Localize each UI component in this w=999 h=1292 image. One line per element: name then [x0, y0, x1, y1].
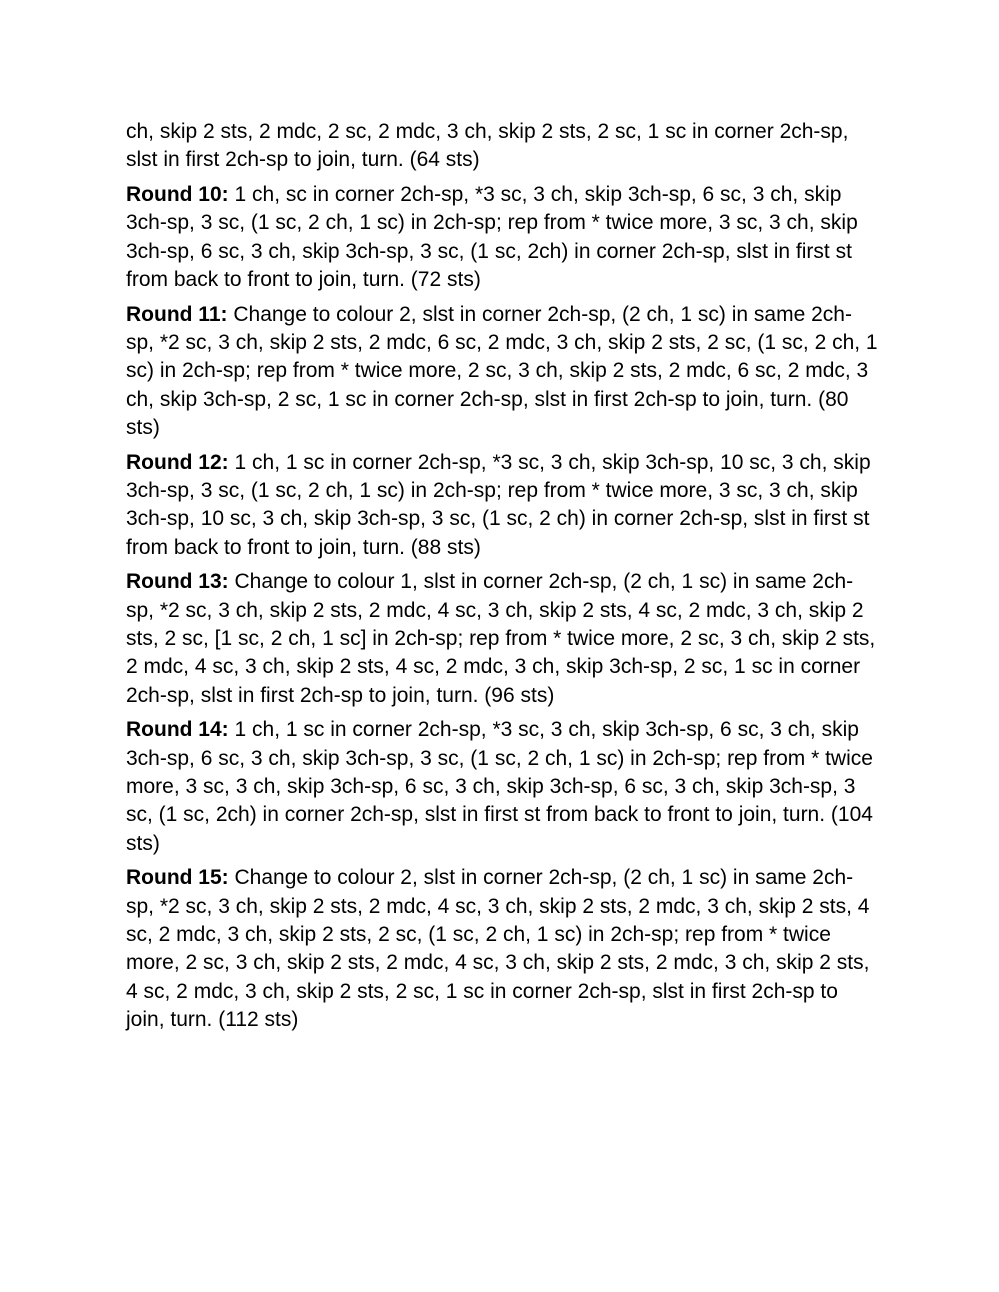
- round-instructions: Change to colour 2, slst in corner 2ch-sp, (2 ch, 1 sc) in same 2ch-sp, *2 sc, 3 ch, skip 2 sts, 2 mdc, 4 sc, 3 ch, skip 2 sts, 2 mdc, 3 ch, skip 2 sts, 4 sc, 2 mdc, 3 ch, skip 2 sts, 2 sc, (1 sc, 2 ch, 1 sc) in 2ch-sp; rep from * twice more, 2 sc, 3 ch, skip 2 sts, 2 mdc, 4 sc, 3 ch, skip 2 sts, 2 mdc, 3 ch, skip 2 sts, 4 sc, 2 mdc, 3 ch, skip 2 sts, 2 sc, 1 sc in corner 2ch-sp, slst in first 2ch-sp to join, turn. (112 sts): [126, 866, 870, 1031]
- round-instructions: 1 ch, 1 sc in corner 2ch-sp, *3 sc, 3 ch, skip 3ch-sp, 6 sc, 3 ch, skip 3ch-sp, 6 sc, 3 ch, skip 3ch-sp, 3 sc, (1 sc, 2 ch, 1 sc) in 2ch-sp; rep from * twice more, 3 sc, 3 ch, skip 3ch-sp, 6 sc, 3 ch, skip 3ch-sp, 6 sc, 3 ch, skip 3ch-sp, 3 sc, (1 sc, 2ch) in corner 2ch-sp, slst in first st from back to front to join, turn. (104 sts): [126, 718, 873, 855]
- round-instructions: ch, skip 2 sts, 2 mdc, 2 sc, 2 mdc, 3 ch, skip 2 sts, 2 sc, 1 sc in corner 2ch-sp, slst in first 2ch-sp to join, turn. (64 sts): [126, 120, 849, 172]
- round-label: Round 12:: [126, 450, 229, 474]
- round-instructions: 1 ch, 1 sc in corner 2ch-sp, *3 sc, 3 ch, skip 3ch-sp, 10 sc, 3 ch, skip 3ch-sp, 3 sc, (1 sc, 2 ch, 1 sc) in 2ch-sp; rep from * twice more, 3 sc, 3 ch, skip 3ch-sp, 10 sc, 3 ch, skip 3ch-sp, 3 sc, (1 sc, 2 ch) in corner 2ch-sp, slst in first st from back to front to join, turn. (88 sts): [126, 450, 871, 559]
- paragraph-round-14: [126, 716, 878, 857]
- round-label: Round 14:: [126, 718, 229, 742]
- paragraph-round-9-continued: [126, 118, 878, 175]
- round-label: Round 13:: [126, 570, 229, 594]
- paragraph-round-13: [126, 568, 878, 709]
- round-instructions: 1 ch, sc in corner 2ch-sp, *3 sc, 3 ch, skip 3ch-sp, 6 sc, 3 ch, skip 3ch-sp, 3 sc, (1 sc, 2 ch, 1 sc) in 2ch-sp; rep from * twice more, 3 sc, 3 ch, skip 3ch-sp, 6 sc, 3 ch, skip 3ch-sp, 3 sc, (1 sc, 2ch) in corner 2ch-sp, slst in first st from back to front to join, turn. (72 sts): [126, 183, 858, 291]
- round-label: Round 15:: [126, 866, 229, 890]
- round-instructions: Change to colour 1, slst in corner 2ch-sp, (2 ch, 1 sc) in same 2ch-sp, *2 sc, 3 ch, skip 2 sts, 2 mdc, 4 sc, 3 ch, skip 2 sts, 4 sc, 2 mdc, 3 ch, skip 2 sts, 2 sc, [1 sc, 2 ch, 1 sc] in 2ch-sp; rep from * twice more, 2 sc, 3 ch, skip 2 sts, 2 mdc, 4 sc, 3 ch, skip 2 sts, 4 sc, 2 mdc, 3 ch, skip 3ch-sp, 2 sc, 1 sc in corner 2ch-sp, slst in first 2ch-sp to join, turn. (96 sts): [126, 570, 876, 707]
- document-page: [126, 118, 878, 1041]
- round-instructions: Change to colour 2, slst in corner 2ch-sp, (2 ch, 1 sc) in same 2ch-sp, *2 sc, 3 ch, skip 2 sts, 2 mdc, 6 sc, 2 mdc, 3 ch, skip 2 sts, 2 sc, (1 sc, 2 ch, 1 sc) in 2ch-sp; rep from * twice more, 2 sc, 3 ch, skip 2 sts, 2 mdc, 6 sc, 2 mdc, 3 ch, skip 3ch-sp, 2 sc, 1 sc in corner 2ch-sp, slst in first 2ch-sp to join, turn. (80 sts): [126, 302, 878, 439]
- round-label: Round 10:: [126, 183, 229, 207]
- paragraph-round-10: [126, 181, 878, 294]
- paragraph-round-15: [126, 864, 878, 1034]
- paragraph-round-11: [126, 301, 878, 442]
- round-label: Round 11:: [126, 302, 228, 326]
- paragraph-round-12: [126, 449, 878, 562]
